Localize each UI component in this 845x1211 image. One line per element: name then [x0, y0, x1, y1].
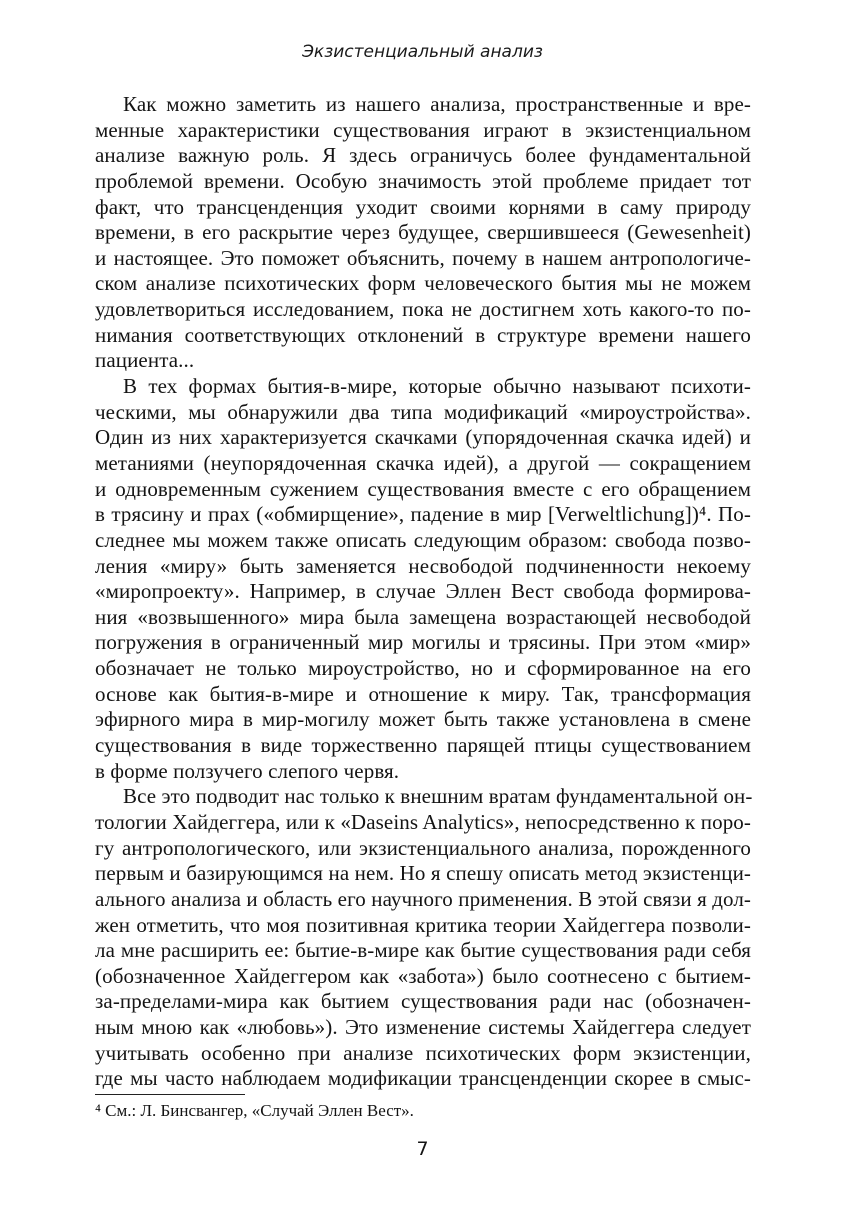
text-line: Как можно заметить из нашего анализа, пространственные и вре-: [123, 92, 751, 116]
text-line: за-пределами-мира как бытием существования ради нас (обозначен-: [95, 989, 751, 1014]
main-text: [95, 92, 751, 1092]
text-line: ческими, мы обнаружили два типа модификаций «мироустройства».: [95, 399, 751, 424]
footnote-divider: [95, 1094, 245, 1095]
text-line: «миропроекту». Например, в случае Эллен Вест свобода формирова-: [95, 579, 751, 604]
text-line: жен отметить, что моя позитивная критика теории Хайдеггера позволи-: [95, 912, 751, 937]
footnote: ⁴ См.: Л. Бинсвангер, «Случай Эллен Вест».: [95, 1101, 414, 1120]
text-line: анализе важную роль. Я здесь ограничусь более фундаментальной: [95, 143, 751, 168]
text-line: следнее мы можем также описать следующим образом: свобода позво-: [95, 527, 751, 552]
text-line: проблемой времени. Особую значимость этой проблеме придает тот: [95, 168, 751, 193]
text-line: Один из них характеризуется скачками (упорядоченная скачка идей) и: [95, 425, 751, 450]
text-line: обозначает не только мироустройство, но и сформированное на его: [95, 656, 751, 681]
running-header: Экзистенциальный анализ: [302, 42, 543, 62]
text-line: первым и базирующимся на нем. Но я спешу описать метод экзистенци-: [95, 861, 751, 886]
text-line: удовлетвориться исследованием, пока не достигнем хоть какого-то по-: [95, 297, 751, 322]
text-line: ния «возвышенного» мира была замещена возрастающей несвободой: [95, 604, 751, 629]
text-line: ления «миру» быть заменяется несвободой подчиненности некоему: [95, 553, 751, 578]
text-line: Все это подводит нас только к внешним вратам фундаментальной он-: [123, 784, 753, 809]
text-line: ла мне расширить ее: бытие-в-мире как бытие существования ради себя: [95, 938, 751, 963]
text-line: существования в виде торжественно парящей птицы существованием: [95, 733, 751, 758]
text-line: ском анализе психотических форм человеческого бытия мы не можем: [95, 271, 751, 296]
text-line: (обозначенное Хайдеггером как «забота») было соотнесено с бытием-: [95, 963, 751, 988]
text-line: эфирного мира в мир-могилу может быть также установлена в смене: [95, 707, 751, 732]
text-line: ального анализа и область его научного применения. В этой связи я дол-: [95, 886, 751, 911]
text-line: тологии Хайдеггера, или к «Daseins Analytics», непосредственно к поро-: [95, 809, 751, 834]
text-line: метаниями (неупорядоченная скачка идей), а другой — сокращением: [95, 450, 751, 475]
text-line: в трясину и прах («обмирщение», падение в мир [Verweltlichung])⁴. По-: [95, 502, 751, 527]
text-line: учитывать особенно при анализе психотических форм экзистенции,: [95, 1040, 751, 1065]
text-line: нимания соответствующих отклонений в структуре времени нашего: [95, 322, 751, 347]
text-line: времени, в его раскрытие через будущее, свершившееся (Gewesenheit): [95, 220, 751, 245]
text-line: и одновременным сужением существования вместе с его обращением: [95, 476, 751, 501]
page-number: 7: [416, 1138, 429, 1160]
text-line: ным мною как «любовь»). Это изменение системы Хайдеггера следует: [95, 1015, 751, 1040]
text-line: менные характеристики существования играют в экзистенциальном: [95, 117, 751, 142]
text-line: где мы часто наблюдаем модификации трансценденции скорее в смыс-: [95, 1066, 751, 1091]
text-line: основе как бытия-в-мире и отношение к миру. Так, трансформация: [95, 681, 751, 706]
text-line: погружения в ограниченный мир могилы и трясины. При этом «мир»: [95, 630, 751, 655]
text-line: в форме ползучего слепого червя.: [95, 758, 400, 783]
text-line: гу антропологического, или экзистенциального анализа, порожденного: [95, 835, 751, 860]
text-line: факт, что трансценденция уходит своими корнями в саму природу: [95, 194, 751, 219]
text-line: и настоящее. Это поможет объяснить, почему в нашем антропологиче-: [95, 245, 751, 270]
text-line: В тех формах бытия-в-мире, которые обычно называют психоти-: [123, 374, 751, 399]
text-line: пациента...: [95, 348, 195, 373]
